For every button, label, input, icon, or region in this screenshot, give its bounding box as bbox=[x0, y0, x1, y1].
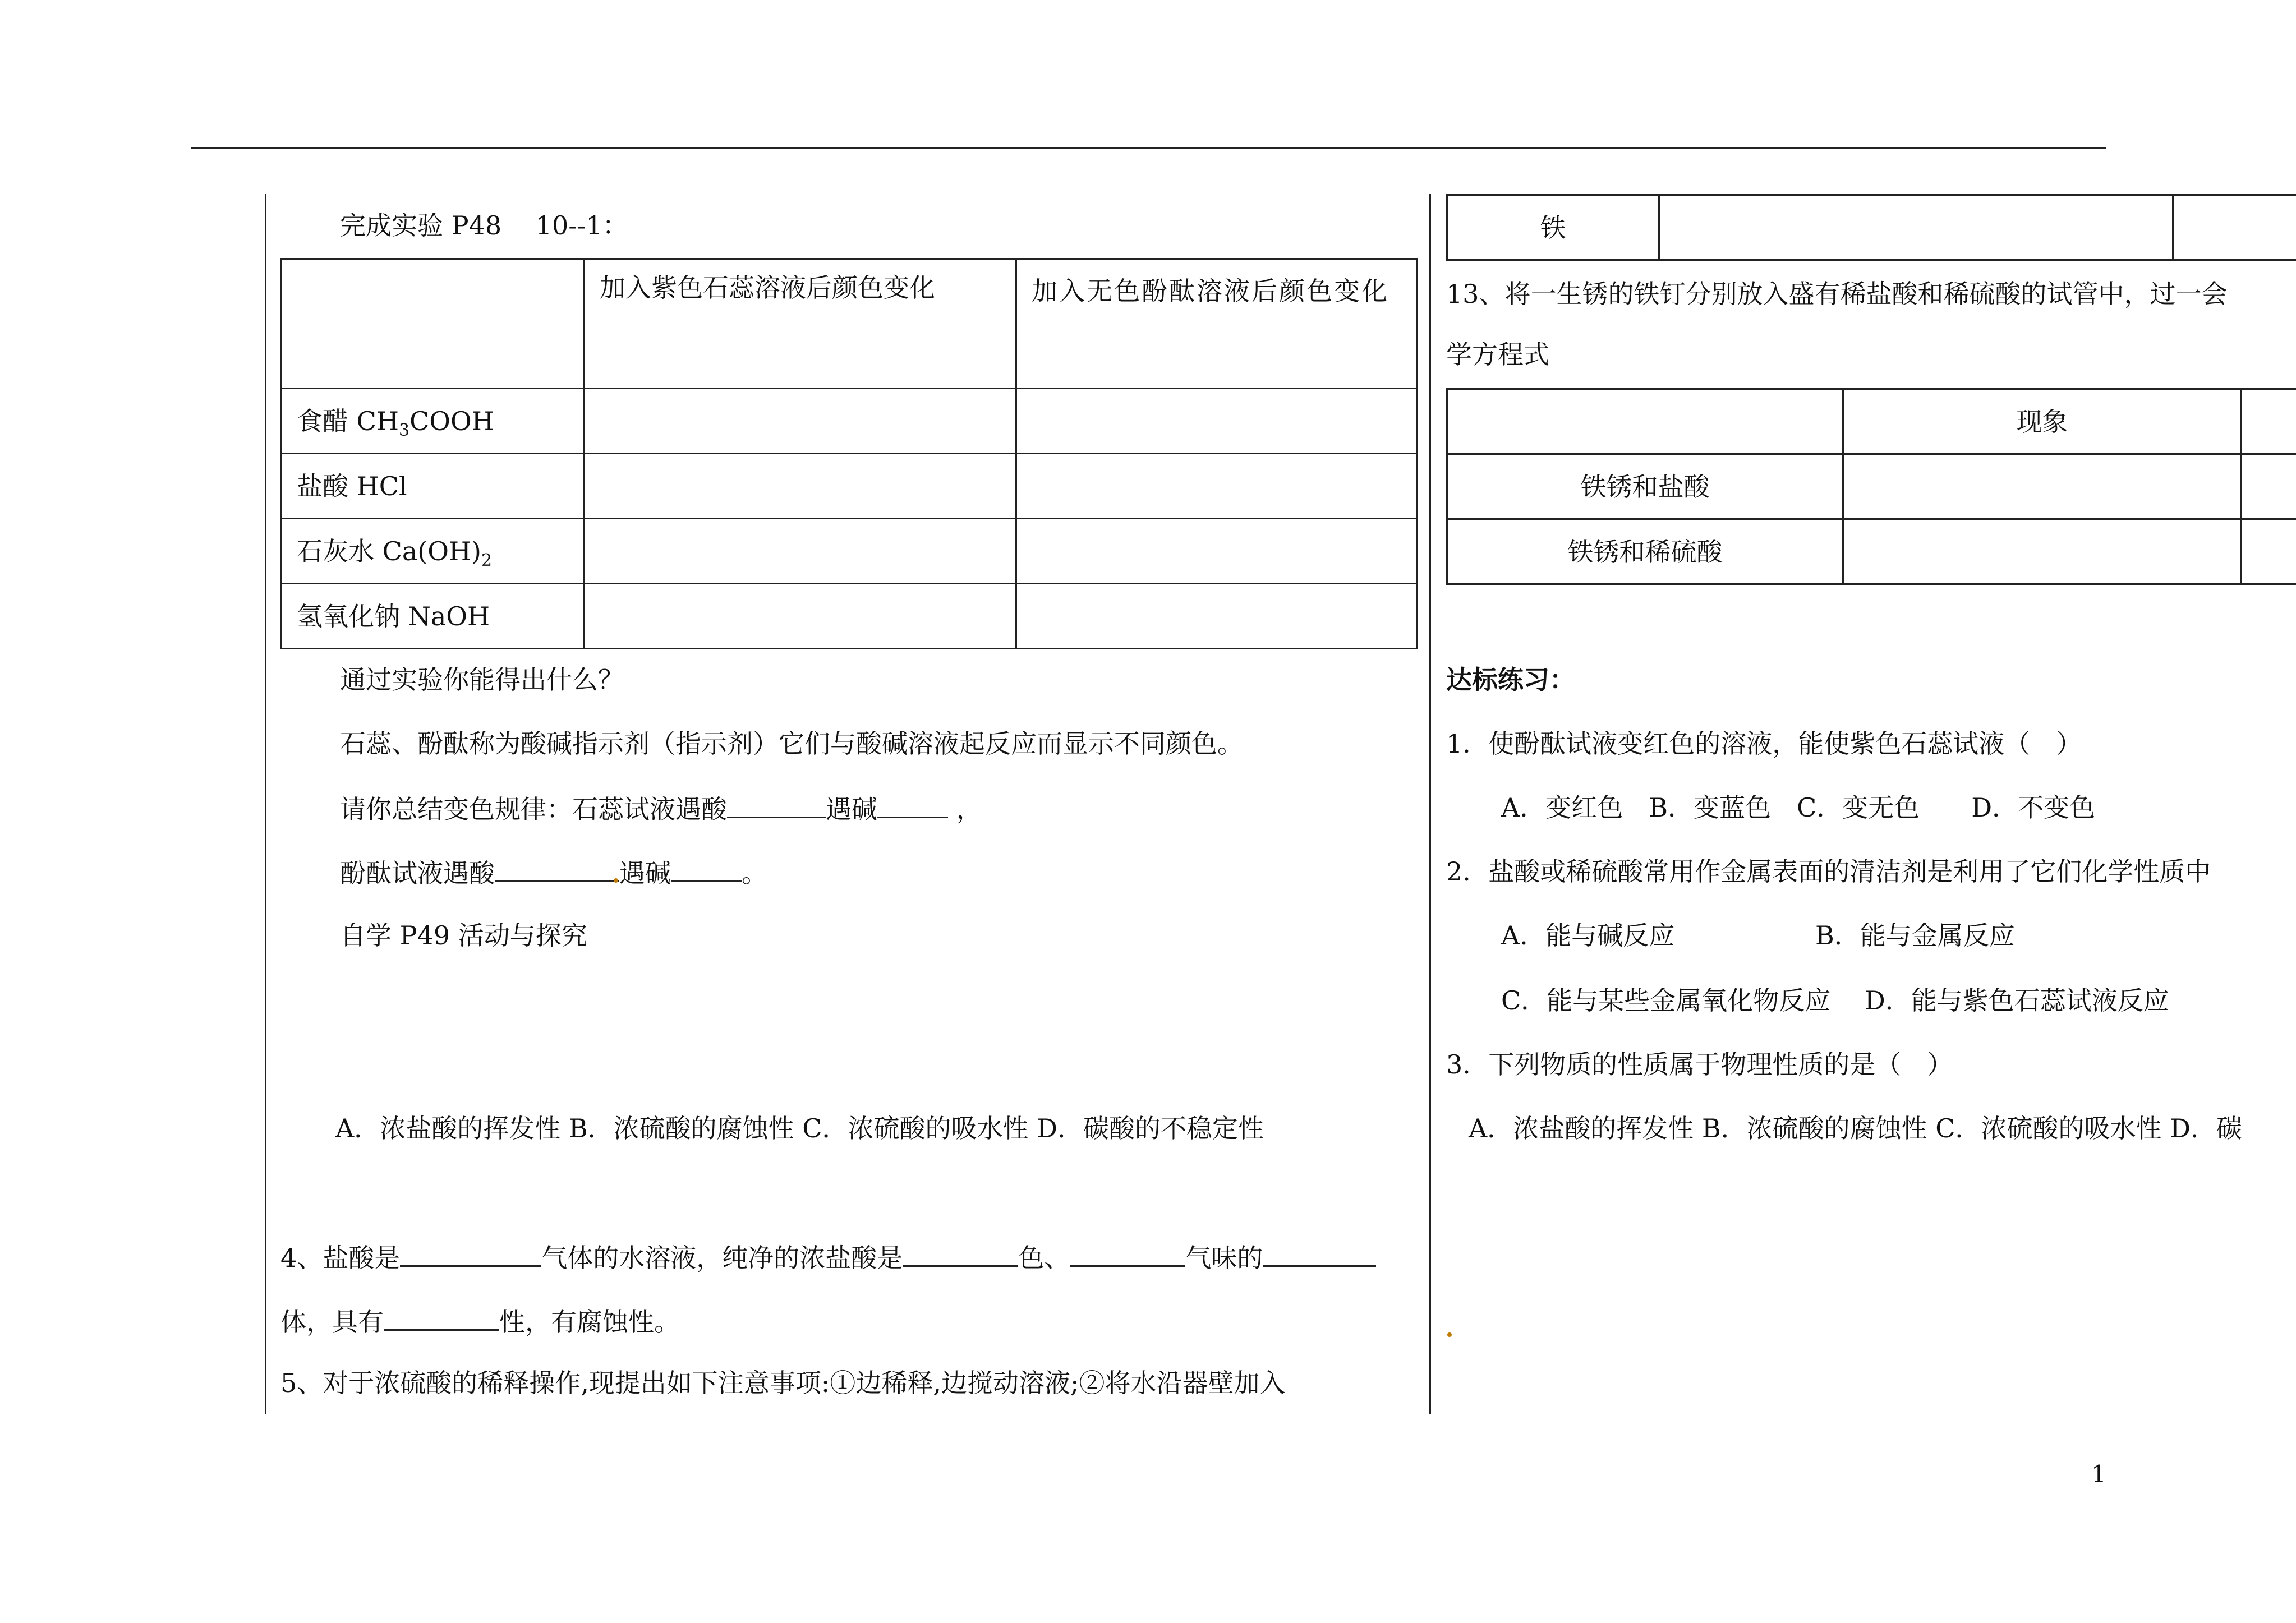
phenol-rule-line: 酚酞试液遇酸 遇碱 。 bbox=[340, 856, 767, 889]
practice-q2-option-b: B．能与金属反应 bbox=[1815, 920, 2015, 951]
answer-blank[interactable] bbox=[1070, 1241, 1185, 1267]
answer-blank[interactable] bbox=[495, 856, 619, 882]
table-cell[interactable] bbox=[2173, 195, 2296, 260]
stray-mark bbox=[614, 878, 618, 883]
practice-q1-options: A．变红色 B．变蓝色 C．变无色 D．不变色 bbox=[1501, 792, 2096, 823]
table-header-cell bbox=[1447, 389, 1843, 454]
page-number: 1 bbox=[2091, 1460, 2106, 1488]
table-cell[interactable] bbox=[585, 519, 1016, 584]
table-row-label: 氢氧化钠 NaOH bbox=[282, 584, 585, 649]
answer-blank[interactable] bbox=[903, 1241, 1018, 1267]
answer-blank[interactable] bbox=[877, 792, 948, 818]
table-header-cell bbox=[2242, 389, 2296, 454]
table-cell[interactable] bbox=[1016, 389, 1417, 454]
question-4-line1: 4、盐酸是 气体的水溶液，纯净的浓盐酸是 色、 气味的 bbox=[280, 1241, 1376, 1274]
table-cell[interactable] bbox=[2242, 519, 2296, 584]
table-cell[interactable] bbox=[1016, 519, 1417, 584]
table-cell[interactable] bbox=[585, 454, 1016, 519]
column-divider bbox=[1429, 194, 1431, 1414]
table-row-label: 铁锈和盐酸 bbox=[1447, 454, 1843, 519]
table-header-cell: 加入紫色石蕊溶液后颜色变化 bbox=[585, 259, 1016, 389]
experiment-intro: 完成实验 P48 10--1： bbox=[340, 210, 628, 241]
self-study-heading: 自学 P49 活动与探究 bbox=[340, 920, 587, 951]
practice-title: 达标练习： bbox=[1446, 665, 1575, 695]
table-cell[interactable] bbox=[1843, 519, 2242, 584]
practice-q3: 3．下列物质的性质属于物理性质的是（ ） bbox=[1446, 1049, 1953, 1080]
indicator-explanation: 石蕊、酚酞称为酸碱指示剂（指示剂）它们与酸碱溶液起反应而显示不同颜色。 bbox=[340, 728, 1243, 759]
options-line: A．浓盐酸的挥发性 B．浓硫酸的腐蚀性 C．浓硫酸的吸水性 D．碳酸的不稳定性 bbox=[335, 1113, 1264, 1144]
table-cell[interactable] bbox=[1659, 195, 2173, 260]
answer-blank[interactable] bbox=[727, 792, 826, 818]
left-margin-line bbox=[265, 194, 266, 1414]
practice-q2-option-a: A．能与碱反应 bbox=[1501, 920, 1675, 951]
table-row-label: 铁锈和稀硫酸 bbox=[1447, 519, 1843, 584]
practice-q2: 2．盐酸或稀硫酸常用作金属表面的清洁剂是利用了它们化学性质中 bbox=[1446, 856, 2211, 887]
color-rule-line: 请你总结变色规律：石蕊试液遇酸 遇碱 ， bbox=[340, 792, 982, 825]
answer-blank[interactable] bbox=[400, 1241, 541, 1267]
question-4-line2: 体，具有 性，有腐蚀性。 bbox=[280, 1304, 680, 1338]
stray-mark bbox=[1447, 1332, 1452, 1337]
practice-q2-option-cd: C．能与某些金属氧化物反应 D．能与紫色石蕊试液反应 bbox=[1501, 985, 2169, 1016]
indicator-table bbox=[280, 258, 1418, 649]
table-cell[interactable] bbox=[1843, 454, 2242, 519]
iron-table bbox=[1446, 194, 2296, 261]
iron-label: 铁 bbox=[1447, 195, 1659, 260]
table-cell[interactable] bbox=[1016, 454, 1417, 519]
rust-reaction-table bbox=[1446, 388, 2296, 585]
answer-blank[interactable] bbox=[384, 1304, 499, 1331]
header-rule bbox=[191, 147, 2106, 149]
table-row-label: 石灰水 $Ca(OH)_2$ bbox=[282, 519, 585, 584]
table-row-label: 盐酸 HCl bbox=[282, 454, 585, 519]
question-5: 5、对于浓硫酸的稀释操作,现提出如下注意事项:①边稀释,边搅动溶液;②将水沿器壁加入 bbox=[280, 1368, 1286, 1398]
table-cell[interactable] bbox=[585, 389, 1016, 454]
question-13-line2: 学方程式 bbox=[1446, 339, 1549, 370]
table-cell[interactable] bbox=[1016, 584, 1417, 649]
answer-blank[interactable] bbox=[1263, 1241, 1376, 1267]
practice-q3-options: A．浓盐酸的挥发性 B．浓硫酸的腐蚀性 C．浓硫酸的吸水性 D．碳 bbox=[1469, 1113, 2242, 1144]
table-header-cell: 现象 bbox=[1843, 389, 2242, 454]
table-header-cell: 加入无色酚酞溶液后颜色变化 bbox=[1016, 259, 1417, 389]
answer-blank[interactable] bbox=[671, 856, 742, 882]
question-text: 通过实验你能得出什么？ bbox=[340, 665, 624, 695]
practice-q1: 1．使酚酞试液变红色的溶液，能使紫色石蕊试液（ ） bbox=[1446, 728, 2082, 759]
table-row-label: 食醋 $CH_3COOH$ bbox=[282, 389, 585, 454]
question-13-line1: 13、将一生锈的铁钉分别放入盛有稀盐酸和稀硫酸的试管中，过一会 bbox=[1446, 279, 2228, 309]
table-header-cell bbox=[282, 259, 585, 389]
table-cell[interactable] bbox=[2242, 454, 2296, 519]
table-cell[interactable] bbox=[585, 584, 1016, 649]
